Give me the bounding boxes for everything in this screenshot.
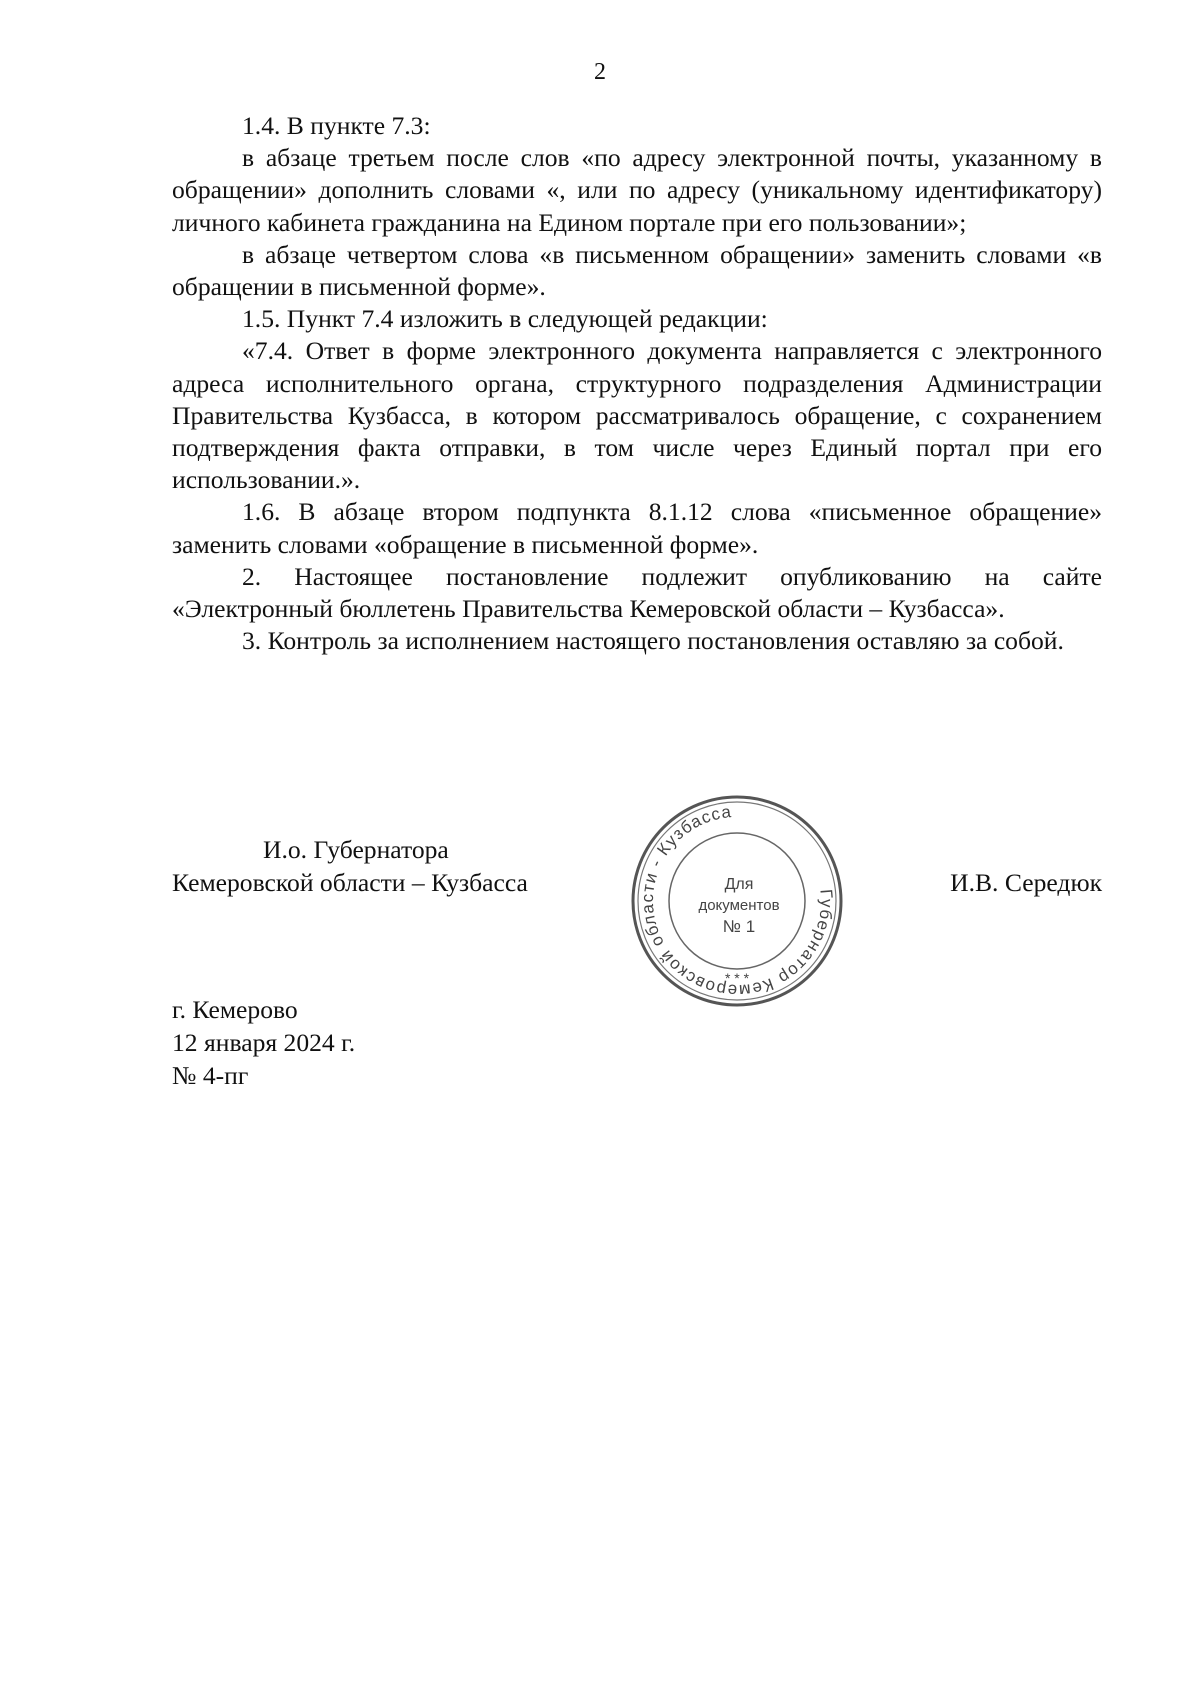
signatory-position-line1: И.о. Губернатора (263, 835, 449, 864)
page-number: 2 (594, 59, 606, 85)
document-date: 12 января 2024 г. (172, 1028, 356, 1057)
paragraph-2: 2. Настоящее постановление подлежит опубликованию на сайте «Электронный бюллетень Правительства Кемеровской области – Кузбасса». (172, 561, 1102, 624)
document-footer (172, 993, 355, 1092)
paragraph-1-6: 1.6. В абзаце втором подпункта 8.1.12 слова «письменное обращение» заменить словами «обращение в письменной форме». (172, 497, 1102, 559)
paragraph-3: 3. Контроль за исполнением настоящего постановления оставляю за собой. (242, 626, 1064, 656)
signatory-position-line2: Кемеровской области – Кузбасса (172, 868, 528, 897)
seal-center-line3: № 1 (722, 917, 756, 936)
seal-stars: * * * (724, 970, 750, 986)
document-number: № 4-пг (172, 1061, 249, 1090)
paragraph-1-4: 1.4. В пункте 7.3: (242, 111, 431, 140)
seal-ring-text: Губернатор Кемеровской области - Кузбасса (637, 802, 837, 1001)
seal-center-line1: Для (724, 876, 754, 893)
document-city: г. Кемерово (172, 995, 298, 1024)
paragraph-7-4-text: «7.4. Ответ в форме электронного документа направляется с электронного адреса исполнительного органа, структурного подразделения Администрации Правительства Кузбасса, в котором рассматривалось обращение, с сохранением подтверждения факта отправки, в том числе через Единый портал при его использовании.». (172, 336, 1102, 495)
paragraph-1-4-abz4: в абзаце четвертом слова «в письменном обращении» заменить словами «в обращении в письменной форме». (172, 239, 1102, 302)
official-seal (629, 793, 845, 1009)
signatory-position (172, 833, 528, 899)
document-body (172, 110, 1102, 657)
seal-center-line2: документов (698, 897, 780, 914)
paragraph-1-4-abz3: в абзаце третьем после слов «по адресу электронной почты, указанному в обращении» дополнить словами «, или по адресу (уникальному идентификатору) личного кабинета гражданина на Едином портале при его пользовании»; (172, 143, 1102, 237)
signatory-name: И.В. Середюк (950, 868, 1102, 897)
paragraph-1-5: 1.5. Пункт 7.4 изложить в следующей редакции: (242, 304, 768, 334)
